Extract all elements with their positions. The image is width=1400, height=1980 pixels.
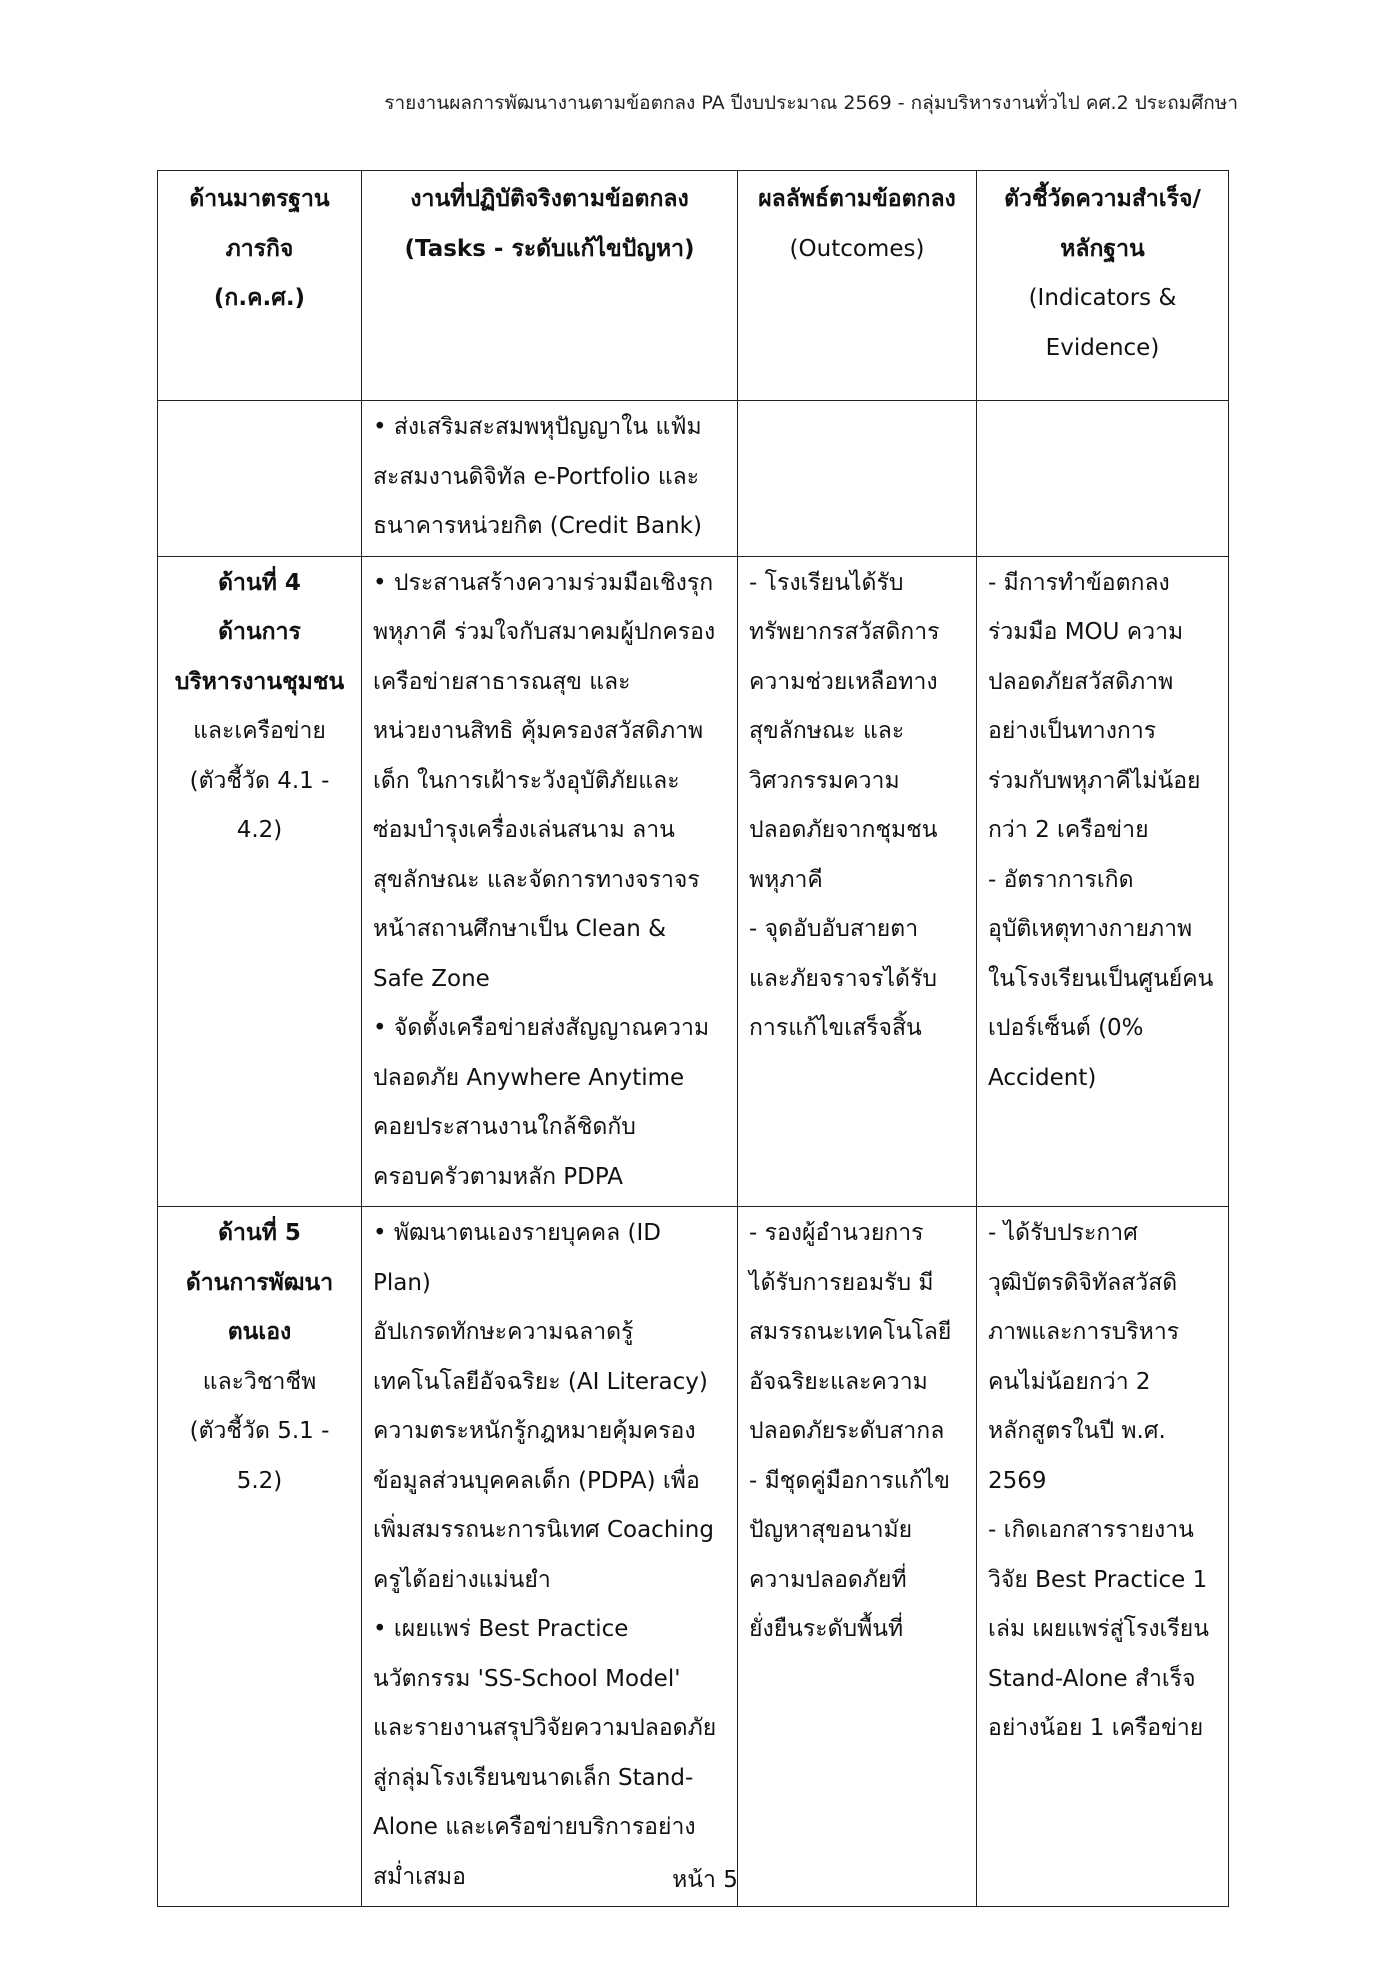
header-line: ด้านมาตรฐาน <box>189 186 330 212</box>
indicator-line: อย่างเป็นทางการ <box>988 718 1157 744</box>
task-line: • จัดตั้งเครือข่ายส่งสัญญาณความ <box>373 1015 710 1041</box>
page-header: รายงานผลการพัฒนางานตามข้อตกลง PA ปีงบประมาณ 2569 - กลุ่มบริหารงานทั่วไป คศ.2 ประถมศึกษา <box>384 92 1238 114</box>
indicator-line: อย่างน้อย 1 เครือข่าย <box>988 1715 1204 1741</box>
standard-detail-line: และเครือข่าย <box>193 718 326 744</box>
indicator-line: กว่า 2 เครือข่าย <box>988 817 1149 843</box>
standard-detail-line: (ตัวชี้วัด 5.1 - <box>189 1418 330 1444</box>
indicator-line: ร่วมกับพหุภาคีไม่น้อย <box>988 767 1201 794</box>
indicator-line: 2569 <box>988 1467 1047 1494</box>
outcome-line: ความปลอดภัยที่ <box>749 1566 907 1593</box>
outcome-line: ปลอดภัยระดับสากล <box>749 1418 945 1444</box>
standard-title-line: ด้านการ <box>218 619 301 645</box>
cell-tasks <box>362 556 738 1207</box>
standard-detail-line: 5.2) <box>236 1467 283 1494</box>
indicator-line: อุบัติเหตุทางกายภาพ <box>988 916 1193 942</box>
task-line: Safe Zone <box>373 965 490 992</box>
task-line: เทคโนโลยีอัจฉริยะ (AI Literacy) <box>373 1368 708 1395</box>
outcome-line: วิศวกรรมความ <box>749 767 900 794</box>
task-line: ธนาคารหน่วยกิต (Credit Bank) <box>373 513 702 539</box>
task-line: อัปเกรดทักษะความฉลาดรู้ <box>373 1319 634 1345</box>
outcome-line: - โรงเรียนได้รับ <box>749 569 904 596</box>
cell-indicators <box>977 556 1229 1207</box>
cell-indicators <box>977 401 1229 557</box>
header-standard <box>158 171 362 401</box>
indicator-line: ร่วมมือ MOU ความ <box>988 619 1184 645</box>
indicator-line: วิจัย Best Practice 1 <box>988 1566 1208 1593</box>
header-line: ภารกิจ <box>225 235 294 262</box>
task-line: เพิ่มสมรรถนะการนิเทศ Coaching <box>373 1517 714 1543</box>
outcome-line: ได้รับการยอมรับ มี <box>749 1269 934 1296</box>
task-line: ครอบครัวตามหลัก PDPA <box>373 1163 624 1190</box>
task-line: พหุภาคี ร่วมใจกับสมาคมผู้ปกครอง <box>373 619 716 645</box>
outcome-line: สุขลักษณะ และ <box>749 718 905 744</box>
task-line: เครือข่ายสาธารณสุข และ <box>373 668 631 695</box>
outcome-line: ยั่งยืนระดับพื้นที่ <box>749 1616 904 1642</box>
indicator-line: - เกิดเอกสารรายงาน <box>988 1517 1194 1543</box>
outcome-line: ความช่วยเหลือทาง <box>749 668 938 695</box>
header-line: งานที่ปฏิบัติจริงตามข้อตกลง <box>410 186 689 212</box>
outcome-line: ปัญหาสุขอนามัย <box>749 1517 913 1543</box>
outcome-line: สมรรถนะเทคโนโลยี <box>749 1319 952 1345</box>
header-line: (Tasks - ระดับแก้ไขปัญหา) <box>404 235 695 262</box>
header-outcomes <box>738 171 977 401</box>
indicator-line: วุฒิบัตรดิจิทัลสวัสดิ <box>988 1269 1178 1296</box>
task-line: • ประสานสร้างความร่วมมือเชิงรุก <box>373 569 714 596</box>
indicator-line: คนไม่น้อยกว่า 2 <box>988 1368 1151 1395</box>
standard-title-line: ตนเอง <box>227 1319 292 1345</box>
standard-title-line: ด้านที่ 4 <box>218 569 301 596</box>
indicator-line: เปอร์เซ็นต์ (0% <box>988 1015 1144 1041</box>
table-row <box>158 556 1229 1207</box>
table-body <box>158 401 1229 1907</box>
standard-title-line: บริหารงานชุมชน <box>174 668 345 695</box>
header-line: ตัวชี้วัดความสำเร็จ/ <box>1004 186 1201 212</box>
outcome-line: ทรัพยากรสวัสดิการ <box>749 619 940 645</box>
task-line: ข้อมูลส่วนบุคคลเด็ก (PDPA) เพื่อ <box>373 1467 700 1494</box>
outcome-line: และภัยจราจรได้รับ <box>749 965 937 992</box>
task-line: สุขลักษณะ และจัดการทางจราจร <box>373 866 700 893</box>
outcome-line: - มีชุดคู่มือการแก้ไข <box>749 1467 950 1494</box>
outcome-line: การแก้ไขเสร็จสิ้น <box>749 1015 922 1041</box>
task-line: หน่วยงานสิทธิ คุ้มครองสวัสดิภาพ <box>373 718 704 744</box>
task-line: คอยประสานงานใกล้ชิดกับ <box>373 1114 636 1140</box>
header-indicators <box>977 171 1229 401</box>
header-line: (ก.ค.ศ.) <box>213 285 306 311</box>
header-line: หลักฐาน <box>1060 235 1145 262</box>
task-line: และรายงานสรุปวิจัยความปลอดภัย <box>373 1715 717 1741</box>
indicator-line: - มีการทำข้อตกลง <box>988 569 1170 596</box>
standard-detail-line: 4.2) <box>236 817 283 843</box>
task-line: ปลอดภัย Anywhere Anytime <box>373 1064 685 1091</box>
header-line-en: (Indicators & Evidence) <box>1028 285 1177 361</box>
outcome-line: - รองผู้อำนวยการ <box>749 1220 924 1246</box>
task-line: หน้าสถานศึกษาเป็น Clean & <box>373 916 667 942</box>
header-line-en: (Outcomes) <box>789 235 925 262</box>
table-row <box>158 1207 1229 1907</box>
outcome-line: - จุดอับอับสายตา <box>749 916 919 942</box>
outcome-line: พหุภาคี <box>749 866 823 893</box>
indicator-line: หลักสูตรในปี พ.ศ. <box>988 1418 1166 1444</box>
header-tasks <box>362 171 738 401</box>
cell-standard <box>158 556 362 1207</box>
task-line: • เผยแพร่ Best Practice <box>373 1616 629 1642</box>
standard-title-line: ด้านการพัฒนา <box>185 1269 334 1296</box>
outcome-line: ปลอดภัยจากชุมชน <box>749 817 938 843</box>
task-line: ความตระหนักรู้กฎหมายคุ้มครอง <box>373 1418 696 1444</box>
indicator-line: ปลอดภัยสวัสดิภาพ <box>988 668 1174 695</box>
standard-title-line: ด้านที่ 5 <box>218 1220 301 1246</box>
task-line: ครูได้อย่างแม่นยำ <box>373 1566 551 1593</box>
task-line: สะสมงานดิจิทัล e-Portfolio และ <box>373 463 700 490</box>
table-row <box>158 401 1229 557</box>
task-line: ซ่อมบำรุงเครื่องเล่นสนาม ลาน <box>373 817 675 843</box>
page-number: หน้า 5 <box>672 1867 738 1893</box>
task-line: Alone และเครือข่ายบริการอย่าง <box>373 1814 696 1840</box>
standard-detail-line: และวิชาชีพ <box>202 1368 317 1395</box>
pa-table <box>157 170 1229 1907</box>
standard-detail-line: (ตัวชี้วัด 4.1 - <box>189 767 330 794</box>
cell-tasks <box>362 1207 738 1907</box>
indicator-line: Accident) <box>988 1064 1097 1091</box>
cell-outcomes <box>738 1207 977 1907</box>
outcome-line: อัจฉริยะและความ <box>749 1368 928 1395</box>
indicator-line: - ได้รับประกาศ <box>988 1220 1138 1246</box>
table-header-row <box>158 171 1229 401</box>
task-line: • พัฒนาตนเองรายบุคคล (ID Plan) <box>373 1220 662 1296</box>
task-line: สม่ำเสมอ <box>373 1863 466 1890</box>
cell-outcomes <box>738 556 977 1207</box>
cell-tasks <box>362 401 738 557</box>
indicator-line: - อัตราการเกิด <box>988 866 1134 893</box>
task-line: นวัตกรรม 'SS-School Model' <box>373 1665 681 1692</box>
task-line: สู่กลุ่มโรงเรียนขนาดเล็ก Stand- <box>373 1764 694 1791</box>
indicator-line: ในโรงเรียนเป็นศูนย์คน <box>988 965 1214 992</box>
cell-indicators <box>977 1207 1229 1907</box>
indicator-line: Stand-Alone สำเร็จ <box>988 1665 1196 1692</box>
indicator-line: เล่ม เผยแพร่สู่โรงเรียน <box>988 1616 1209 1642</box>
task-line: • ส่งเสริมสะสมพหุปัญญาใน แฟ้ม <box>373 414 702 440</box>
cell-standard <box>158 1207 362 1907</box>
indicator-line: ภาพและการบริหาร <box>988 1319 1180 1345</box>
cell-standard <box>158 401 362 557</box>
task-line: เด็ก ในการเฝ้าระวังอุบัติภัยและ <box>373 767 680 794</box>
header-line: ผลลัพธ์ตามข้อตกลง <box>758 186 956 212</box>
cell-outcomes <box>738 401 977 557</box>
